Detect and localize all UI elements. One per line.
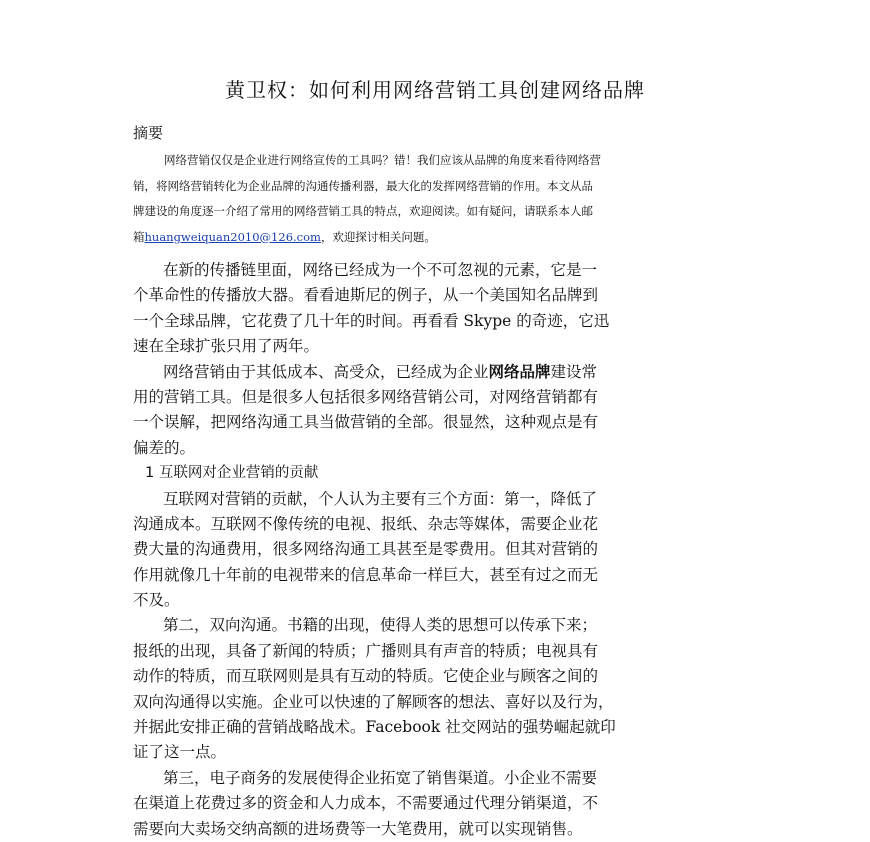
paragraph-line: 报纸的出现，具备了新闻的特质；广播则具有声音的特质；电视具有	[133, 641, 599, 660]
paragraph-line: 并据此安排正确的营销战略战术。Facebook 社交网站的强势崛起就印	[133, 718, 616, 737]
paragraph-line: 用的营销工具。但是很多人包括很多网络营销公司，对网络营销都有	[133, 387, 599, 406]
paragraph-line: 个革命性的传播放大器。看看迪斯尼的例子，从一个美国知名品牌到	[133, 286, 599, 305]
paragraph-line: 在新的传播链里面，网络已经成为一个不可忽视的元素，它是一	[163, 261, 598, 279]
paragraph-line: 偏差的。	[133, 438, 196, 457]
paragraph-line: 沟通成本。互联网不像传统的电视、报纸、杂志等媒体，需要企业花	[133, 514, 599, 533]
paragraph-line: 双向沟通得以实施。企业可以快速的了解顾客的想法、喜好以及行为，	[133, 692, 614, 711]
abstract-heading: 摘要	[133, 124, 164, 142]
paragraph-line: 第三，电子商务的发展使得企业拓宽了销售渠道。小企业不需要	[163, 768, 598, 787]
paragraph-line: 不及。	[133, 591, 180, 610]
paragraph-line: 证了这一点。	[133, 743, 227, 762]
abstract-line	[133, 225, 745, 251]
abstract-text	[133, 148, 745, 250]
paragraph-line: 第二，双向沟通。书籍的出现，使得人类的思想可以传承下来；	[163, 616, 598, 635]
text-fragment: 建设常	[550, 362, 598, 381]
section-heading: 1 互联网对企业营销的贡献	[145, 465, 319, 482]
paragraph-line: 在渠道上花费过多的资金和人力成本，不需要通过代理分销渠道，不	[133, 794, 599, 813]
abstract-line: 网络营销仅仅是企业进行网络宣传的工具吗？错！我们应该从品牌的角度来看待网络营	[164, 153, 601, 167]
paragraph-line: 速在全球扩张只用了两年。	[133, 337, 320, 356]
paragraph-line: 作用就像几十年前的电视带来的信息革命一样巨大，甚至有过之而无	[133, 565, 599, 584]
paragraph-line: 需要向大卖场交纳高额的进场费等一大笔费用，就可以实现销售。	[133, 819, 583, 838]
email-link[interactable]: huangweiquan2010@126.com	[144, 229, 321, 244]
text-fragment: 网络营销由于其低成本、高受众，已经成为企业	[163, 362, 489, 381]
document-body	[133, 258, 745, 842]
paragraph-line: 费大量的沟通费用，很多网络沟通工具甚至是零费用。但其对营销的	[133, 540, 599, 559]
paragraph-line: 一个全球品牌，它花费了几十年的时间。再看看 Skype 的奇迹，它迅	[133, 311, 610, 330]
abstract-line: 销，将网络营销转化为企业品牌的沟通传播利器，最大化的发挥网络营销的作用。本文从品	[133, 178, 593, 193]
paragraph-line	[133, 360, 745, 385]
paragraph-line: 一个误解，把网络沟通工具当做营销的全部。很显然，这种观点是有	[133, 413, 599, 432]
paragraph-line: 动作的特质，而互联网则是具有互动的特质。它使企业与顾客之间的	[133, 667, 599, 686]
paragraph-line: 互联网对营销的贡献，个人认为主要有三个方面：第一，降低了	[163, 489, 598, 508]
bold-keyword: 网络品牌	[488, 362, 551, 381]
abstract-text-fragment: ，欢迎探讨相关问题。	[320, 229, 436, 244]
abstract-text-fragment: 箱	[133, 229, 145, 244]
document-title: 黄卫权：如何利用网络营销工具创建网络品牌	[225, 78, 645, 102]
abstract-line: 牌建设的角度逐一介绍了常用的网络营销工具的特点，欢迎阅读。如有疑问，请联系本人邮	[133, 204, 593, 218]
